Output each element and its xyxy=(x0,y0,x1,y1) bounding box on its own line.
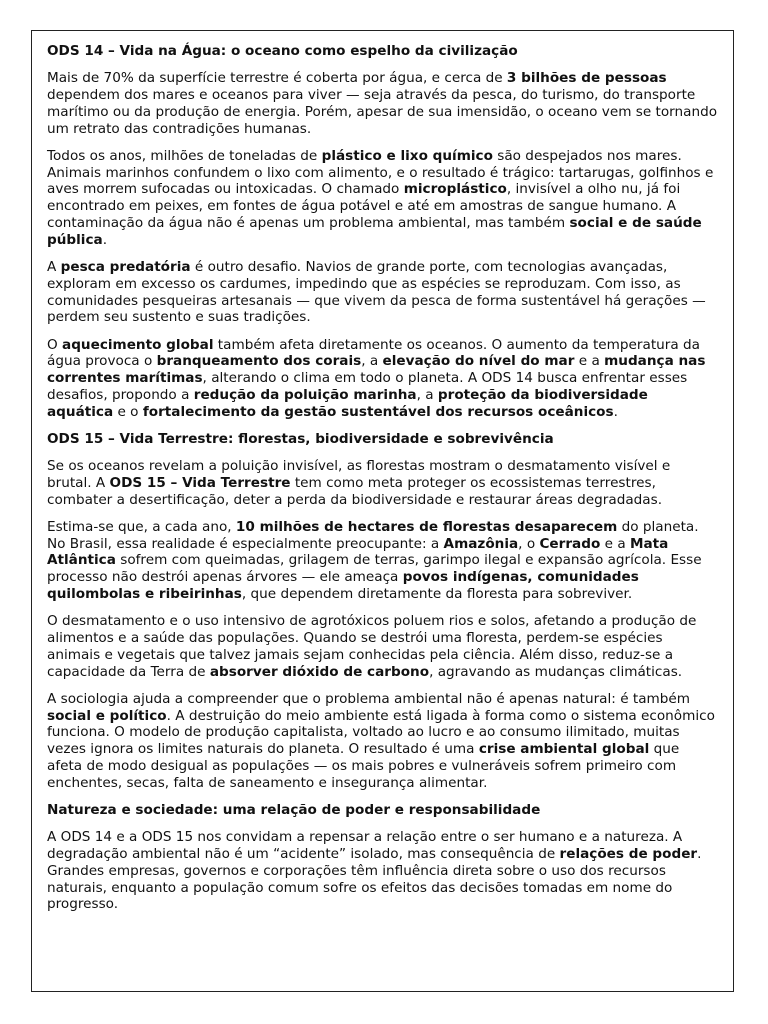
text-run: . xyxy=(102,231,108,248)
bold-phrase: social e de saúde pública xyxy=(47,214,702,248)
body-paragraph xyxy=(47,337,718,421)
text-run: . xyxy=(613,403,618,420)
text-run: é outro desafio. Navios de grande porte, com tecnologias avançadas, exploram em excesso os cardumes, impedindo que as espécies se reproduzam. Com isso, as comunidades pesqueiras artesanais — que vivem da pesca de forma sustentável há gerações — perdem seu sustento e suas tradições. xyxy=(47,258,706,326)
text-run: , o xyxy=(518,535,540,552)
text-run: são despejados nos mares. Animais marinhos confundem o lixo com alimento, e o resultado é trágico: tartarugas, golfinhos e aves morrem sufocadas ou intoxicadas. O chamado xyxy=(47,147,714,198)
body-paragraph xyxy=(47,458,718,508)
bold-phrase: elevação do nível do mar xyxy=(382,353,575,370)
text-run: também afeta diretamente os oceanos. O aumento da temperatura da água provoca o xyxy=(47,336,700,370)
bold-phrase: plástico e lixo químico xyxy=(321,147,493,164)
bold-phrase: absorver dióxido de carbono xyxy=(209,663,430,680)
document-page xyxy=(31,30,734,992)
body-paragraph xyxy=(47,70,718,137)
body-paragraph xyxy=(47,829,718,913)
text-run: Mais de 70% da superfície terrestre é coberta por água, e cerca de xyxy=(47,70,507,87)
bold-phrase: redução da poluição marinha xyxy=(193,386,417,403)
text-run: Se os oceanos revelam a poluição invisível, as florestas mostram o desmatamento visível e brutal. A xyxy=(47,458,671,491)
bold-phrase: mudança nas correntes marítimas xyxy=(47,353,706,387)
text-run: , invisível a olho nu, já foi encontrado em peixes, em fontes de água potável e até em amostras de sangue humano. A contaminação da água não é apenas um problema ambiental, mas também xyxy=(47,181,681,231)
bold-phrase: proteção da biodiversidade aquática xyxy=(47,386,648,420)
bold-phrase: Mata Atlântica xyxy=(47,535,669,569)
text-run: Todos os anos, milhões de toneladas de xyxy=(47,147,322,164)
text-run: . A destruição do meio ambiente está ligada à forma como o sistema econômico funciona. O modelo de produção capitalista, voltado ao lucro e ao consumo ilimitado, muitas vezes ignora os limites naturais do planeta. O resultado é uma xyxy=(47,707,715,758)
section-heading: Natureza e sociedade: uma relação de poder e responsabilidade xyxy=(47,801,541,818)
bold-phrase: aquecimento global xyxy=(62,336,214,353)
text-run: A sociologia ajuda a compreender que o problema ambiental não é apenas natural: é também xyxy=(47,690,691,707)
text-run: e o xyxy=(113,403,143,420)
body-paragraph xyxy=(47,519,718,603)
section-heading: ODS 15 – Vida Terrestre: florestas, biodiversidade e sobrevivência xyxy=(47,430,554,447)
text-run: tem como meta proteger os ecossistemas terrestres, combater a desertificação, deter a perda da biodiversidade e restaurar áreas degradadas. xyxy=(47,474,663,508)
bold-phrase: pesca predatória xyxy=(60,258,191,275)
text-run: , que dependem diretamente da floresta para sobreviver. xyxy=(241,586,633,603)
bold-phrase: Cerrado xyxy=(539,535,601,552)
text-run: que afeta de modo desigual as populações — os mais pobres e vulneráveis sofrem primeiro com enchentes, secas, falta de saneamento e insegurança alimentar. xyxy=(47,741,680,791)
text-run: Estima-se que, a cada ano, xyxy=(47,518,236,535)
text-run: . Grandes empresas, governos e corporações têm influência direta sobre o uso dos recursos naturais, enquanto a população comum sofre os efeitos das decisões tomadas em nome do progresso. xyxy=(47,845,702,913)
text-run: O xyxy=(47,336,63,353)
body-paragraph xyxy=(47,148,718,249)
text-run: e a xyxy=(574,353,605,370)
text-run: , a xyxy=(361,353,383,370)
bold-phrase: social e político xyxy=(47,707,167,724)
bold-phrase: branqueamento dos corais xyxy=(156,353,362,370)
body-paragraph xyxy=(47,259,718,326)
text-run: A xyxy=(47,258,61,275)
text-run: O desmatamento e o uso intensivo de agrotóxicos poluem rios e solos, afetando a produção de alimentos e a saúde das populações. Quando se destrói uma floresta, perdem-se espécies animais e vegetais que talvez jamais sejam conhecidas pela ciência. Além disso, reduz-se a capacidade da Terra de xyxy=(47,613,697,680)
bold-phrase: relações de poder xyxy=(559,845,698,862)
text-run: , a xyxy=(416,386,438,403)
bold-phrase: ODS 15 – Vida Terrestre xyxy=(109,474,291,491)
bold-phrase: fortalecimento da gestão sustentável dos recursos oceânicos xyxy=(142,403,614,420)
bold-phrase: povos indígenas, comunidades quilombolas e ribeirinhas xyxy=(47,569,639,603)
text-run: A ODS 14 e a ODS 15 nos convidam a repensar a relação entre o ser humano e a natureza. A degradação ambiental não é um “acidente” isolado, mas consequência de xyxy=(47,829,683,862)
bold-phrase: 10 milhões de hectares de florestas desaparecem xyxy=(235,518,618,535)
text-run: , agravando as mudanças climáticas. xyxy=(429,663,683,680)
bold-phrase: crise ambiental global xyxy=(478,741,650,758)
text-run: e a xyxy=(600,535,630,552)
text-run: dependem dos mares e oceanos para viver — seja através da pesca, do turismo, do transporte marítimo ou da produção de energia. Porém, apesar de sua imensidão, o oceano vem se tornando um retrato das contradições humanas. xyxy=(47,86,718,137)
bold-phrase: 3 bilhões de pessoas xyxy=(506,70,667,87)
body-paragraph xyxy=(47,691,718,792)
bold-phrase: microplástico xyxy=(403,181,507,198)
section-heading: ODS 14 – Vida na Água: o oceano como espelho da civilização xyxy=(47,43,518,59)
text-run: sofrem com queimadas, grilagem de terras, garimpo ilegal e expansão agrícola. Esse processo não destrói apenas árvores — ele ameaça xyxy=(47,552,702,586)
bold-phrase: Amazônia xyxy=(443,535,519,552)
body-paragraph xyxy=(47,613,718,680)
text-run: , alterando o clima em todo o planeta. A ODS 14 busca enfrentar esses desafios, propondo a xyxy=(47,370,688,403)
text-run: do planeta. No Brasil, essa realidade é especialmente preocupante: a xyxy=(47,518,699,552)
